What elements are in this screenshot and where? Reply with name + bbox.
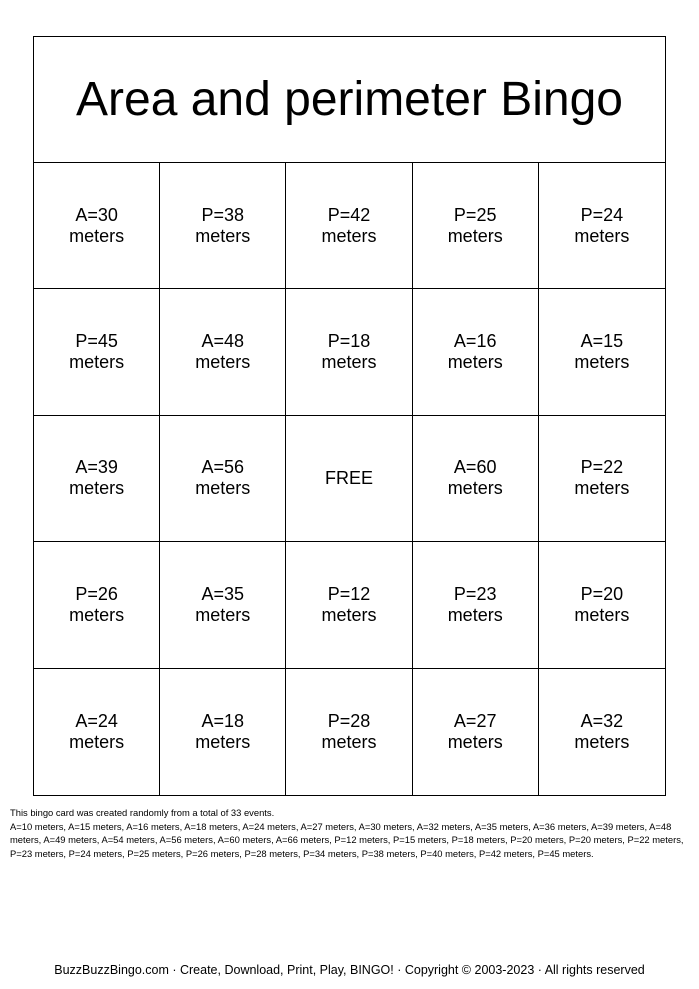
cell-unit: meters	[195, 478, 251, 499]
cell-value: A=27	[453, 710, 497, 731]
bingo-cell	[34, 416, 160, 542]
cell-unit: meters	[321, 604, 377, 625]
cell-value: A=18	[201, 710, 245, 731]
cell-value: P=45	[75, 331, 118, 352]
cell-value: A=35	[201, 583, 245, 604]
bingo-cell	[34, 542, 160, 668]
bingo-cell	[539, 542, 665, 668]
cell-value: P=38	[201, 204, 245, 225]
cell-unit: meters	[447, 731, 503, 752]
bingo-cell	[160, 289, 286, 415]
cell-unit: meters	[447, 225, 503, 246]
bingo-cell	[160, 163, 286, 289]
cell-unit: meters	[574, 731, 630, 752]
cell-value: A=15	[580, 331, 624, 352]
bingo-cell	[286, 669, 412, 795]
cell-value: FREE	[324, 467, 373, 488]
bingo-grid	[34, 163, 665, 795]
cell-value: A=56	[201, 457, 245, 478]
bingo-cell	[34, 163, 160, 289]
bingo-cell	[539, 669, 665, 795]
cell-value: A=32	[580, 710, 624, 731]
bingo-cell	[413, 542, 539, 668]
event-list-note	[10, 806, 692, 860]
cell-unit: meters	[69, 604, 125, 625]
cell-value: P=12	[327, 583, 371, 604]
cell-value: A=48	[201, 331, 245, 352]
cell-unit: meters	[321, 352, 377, 373]
bingo-cell	[286, 289, 412, 415]
cell-value: P=26	[75, 583, 118, 604]
cell-value: P=20	[580, 583, 624, 604]
cell-unit: meters	[447, 478, 503, 499]
bingo-cell	[160, 416, 286, 542]
cell-unit: meters	[195, 604, 251, 625]
cell-unit: meters	[69, 352, 125, 373]
cell-value: A=16	[453, 331, 497, 352]
footer-copyright: BuzzBuzzBingo.com · Create, Download, Print, Play, BINGO! · Copyright © 2003-2023 · All rights reserved	[54, 963, 645, 977]
cell-unit: meters	[574, 225, 630, 246]
cell-unit: meters	[574, 478, 630, 499]
bingo-cell	[539, 163, 665, 289]
cell-value: P=24	[580, 204, 624, 225]
bingo-cell	[413, 669, 539, 795]
cell-unit: meters	[69, 225, 125, 246]
cell-unit: meters	[574, 352, 630, 373]
cell-value: A=24	[75, 710, 118, 731]
bingo-cell	[34, 669, 160, 795]
cell-value: P=18	[327, 331, 371, 352]
cell-unit: meters	[447, 352, 503, 373]
cell-value: A=30	[75, 204, 118, 225]
bingo-cell	[286, 163, 412, 289]
bingo-card	[33, 36, 666, 796]
bingo-cell	[413, 289, 539, 415]
bingo-cell	[34, 289, 160, 415]
cell-unit: meters	[574, 604, 630, 625]
cell-value: P=28	[327, 710, 371, 731]
cell-unit: meters	[195, 352, 251, 373]
cell-unit: meters	[321, 731, 377, 752]
cell-unit: meters	[195, 731, 251, 752]
note-intro: This bingo card was created randomly from a total of 33 events.	[10, 807, 275, 818]
bingo-cell	[286, 542, 412, 668]
bingo-cell	[413, 163, 539, 289]
note-events: A=10 meters, A=15 meters, A=16 meters, A=18 meters, A=24 meters, A=27 meters, A=30 meters, A=32 meters, A=35 meters, A=36 meters, A=39 meters, A=48 meters, A=49 meters, A=54 meters, A=56 meters, A=60 meters, A=66 meters, P=12 meters, P=15 meters, P=18 meters, P=20 meters, P=20 meters, P=22 meters, P=23 meters, P=24 meters, P=25 meters, P=26 meters, P=28 meters, P=34 meters, P=38 meters, P=40 meters, P=42 meters, P=45 meters.	[10, 820, 684, 859]
card-title: Area and perimeter Bingo	[34, 37, 665, 163]
cell-unit: meters	[69, 731, 125, 752]
bingo-cell	[539, 416, 665, 542]
bingo-cell	[160, 669, 286, 795]
cell-value: P=42	[327, 204, 371, 225]
bingo-cell	[539, 289, 665, 415]
cell-value: A=39	[75, 457, 118, 478]
cell-unit: meters	[69, 478, 125, 499]
cell-unit: meters	[195, 225, 251, 246]
free-space-cell	[286, 416, 412, 542]
bingo-cell	[160, 542, 286, 668]
cell-value: P=25	[453, 204, 497, 225]
cell-value: P=23	[453, 583, 497, 604]
bingo-cell	[413, 416, 539, 542]
cell-value: P=22	[580, 457, 624, 478]
cell-unit: meters	[321, 225, 377, 246]
cell-value: A=60	[453, 457, 497, 478]
cell-unit: meters	[447, 604, 503, 625]
